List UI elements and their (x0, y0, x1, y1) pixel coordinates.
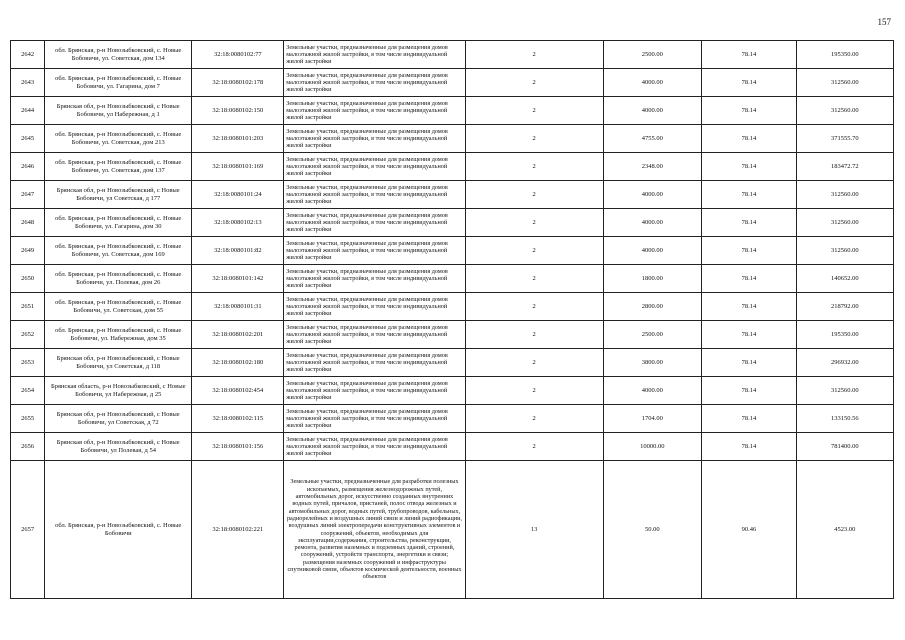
category-code-cell: 2 (465, 125, 603, 153)
address-cell: обл. Брянская, р-н Новозыбковский, с. Новые Бобовичи, ул. Набережная, дом 35 (45, 321, 192, 349)
address-cell: обл. Брянская, р-н Новозыбковский, с. Новые Бобовичи, ул. Советская, дом 134 (45, 41, 192, 69)
table-row (11, 153, 894, 181)
page-number: 157 (877, 17, 891, 27)
row-number: 2645 (11, 125, 45, 153)
table-row (11, 377, 894, 405)
table-row (11, 209, 894, 237)
cadastral-value-cell: 312560.00 (796, 97, 893, 125)
address-cell: обл. Брянская, р-н Новозыбковский, с. Новые Бобовичи, ул. Полевая, дом 26 (45, 265, 192, 293)
row-number: 2652 (11, 321, 45, 349)
unit-price-cell: 78.14 (702, 69, 797, 97)
land-use-description-cell: Земельные участки, предназначенные для размещения домов малоэтажной жилой застройки, в том числе индивидуальной жилой застройки (284, 181, 465, 209)
area-cell: 2500.00 (603, 321, 702, 349)
unit-price-cell: 78.14 (702, 377, 797, 405)
area-cell: 10000.00 (603, 433, 702, 461)
land-use-description-cell: Земельные участки, предназначенные для размещения домов малоэтажной жилой застройки, в том числе индивидуальной жилой застройки (284, 69, 465, 97)
row-number: 2649 (11, 237, 45, 265)
row-number: 2642 (11, 41, 45, 69)
cadastral-value-cell: 312560.00 (796, 181, 893, 209)
category-code-cell: 2 (465, 153, 603, 181)
cadastral-number-cell: 32:18:0080102:180 (192, 349, 284, 377)
address-cell: обл. Брянская, р-н Новозыбковский, с. Новые Бобовичи (45, 461, 192, 599)
address-cell: обл. Брянская, р-н Новозыбковский, с. Новые Бобовичи, ул. Советская, дом 137 (45, 153, 192, 181)
cadastral-value-cell: 781400.00 (796, 433, 893, 461)
cadastral-value-cell: 133150.56 (796, 405, 893, 433)
category-code-cell: 2 (465, 405, 603, 433)
address-cell: Брянская обл, р-н Новозыбковский, с Новые Бобовичи, ул Советская, д 72 (45, 405, 192, 433)
address-cell: Брянская обл, р-н Новозыбковский, с Новые Бобовичи, ул Советская, д 118 (45, 349, 192, 377)
cadastral-number-cell: 32:18:0080101:31 (192, 293, 284, 321)
row-number: 2655 (11, 405, 45, 433)
row-number: 2643 (11, 69, 45, 97)
category-code-cell: 2 (465, 433, 603, 461)
area-cell: 4000.00 (603, 237, 702, 265)
land-use-description-cell: Земельные участки, предназначенные для размещения домов малоэтажной жилой застройки, в том числе индивидуальной жилой застройки (284, 321, 465, 349)
unit-price-cell: 90.46 (702, 461, 797, 599)
area-cell: 4000.00 (603, 209, 702, 237)
area-cell: 50.00 (603, 461, 702, 599)
row-number: 2654 (11, 377, 45, 405)
area-cell: 4000.00 (603, 69, 702, 97)
unit-price-cell: 78.14 (702, 265, 797, 293)
land-use-description-cell: Земельные участки, предназначенные для размещения домов малоэтажной жилой застройки, в том числе индивидуальной жилой застройки (284, 405, 465, 433)
land-use-description-cell: Земельные участки, предназначенные для размещения домов малоэтажной жилой застройки, в том числе индивидуальной жилой застройки (284, 377, 465, 405)
category-code-cell: 2 (465, 237, 603, 265)
land-use-description-cell: Земельные участки, предназначенные для размещения домов малоэтажной жилой застройки, в том числе индивидуальной жилой застройки (284, 153, 465, 181)
table-row (11, 293, 894, 321)
land-use-description-cell: Земельные участки, предназначенные для размещения домов малоэтажной жилой застройки, в том числе индивидуальной жилой застройки (284, 41, 465, 69)
address-cell: обл. Брянская, р-н Новозыбковский, с. Новые Бобовичи, ул. Гагарина, дом 7 (45, 69, 192, 97)
table-body (11, 41, 894, 599)
category-code-cell: 2 (465, 97, 603, 125)
table-row (11, 41, 894, 69)
category-code-cell: 2 (465, 41, 603, 69)
category-code-cell: 13 (465, 461, 603, 599)
cadastral-value-cell: 183472.72 (796, 153, 893, 181)
area-cell: 2800.00 (603, 293, 702, 321)
unit-price-cell: 78.14 (702, 237, 797, 265)
cadastral-number-cell: 32:18:0080101:24 (192, 181, 284, 209)
cadastral-number-cell: 32:18:0080101:156 (192, 433, 284, 461)
unit-price-cell: 78.14 (702, 433, 797, 461)
table-row (11, 349, 894, 377)
row-number: 2651 (11, 293, 45, 321)
table-row (11, 97, 894, 125)
unit-price-cell: 78.14 (702, 405, 797, 433)
area-cell: 3800.00 (603, 349, 702, 377)
cadastral-number-cell: 32:18:0080102:178 (192, 69, 284, 97)
cadastral-value-cell: 195350.00 (796, 321, 893, 349)
unit-price-cell: 78.14 (702, 97, 797, 125)
area-cell: 4000.00 (603, 97, 702, 125)
land-use-description-cell: Земельные участки, предназначенные для размещения домов малоэтажной жилой застройки, в том числе индивидуальной жилой застройки (284, 209, 465, 237)
category-code-cell: 2 (465, 69, 603, 97)
unit-price-cell: 78.14 (702, 181, 797, 209)
table-row (11, 433, 894, 461)
cadastral-value-cell: 195350.00 (796, 41, 893, 69)
address-cell: обл. Брянская, р-н Новозыбковский, с. Новые Бобовичи, ул. Советская, дом 55 (45, 293, 192, 321)
land-plots-table (10, 40, 894, 599)
category-code-cell: 2 (465, 265, 603, 293)
cadastral-number-cell: 32:18:0080102:150 (192, 97, 284, 125)
unit-price-cell: 78.14 (702, 153, 797, 181)
land-use-description-cell: Земельные участки, предназначенные для размещения домов малоэтажной жилой застройки, в том числе индивидуальной жилой застройки (284, 349, 465, 377)
cadastral-value-cell: 312560.00 (796, 69, 893, 97)
area-cell: 2348.00 (603, 153, 702, 181)
land-use-description-cell: Земельные участки, предназначенные для размещения домов малоэтажной жилой застройки, в том числе индивидуальной жилой застройки (284, 97, 465, 125)
category-code-cell: 2 (465, 181, 603, 209)
cadastral-number-cell: 32:18:0080101:142 (192, 265, 284, 293)
table-row (11, 125, 894, 153)
cadastral-value-cell: 4523.00 (796, 461, 893, 599)
area-cell: 4000.00 (603, 181, 702, 209)
address-cell: Брянская обл, р-н Новозыбковский, с Новые Бобовичи, ул Советская, д 177 (45, 181, 192, 209)
row-number: 2647 (11, 181, 45, 209)
area-cell: 2500.00 (603, 41, 702, 69)
table-row (11, 461, 894, 599)
row-number: 2656 (11, 433, 45, 461)
unit-price-cell: 78.14 (702, 321, 797, 349)
unit-price-cell: 78.14 (702, 125, 797, 153)
cadastral-number-cell: 32:18:0080102:454 (192, 377, 284, 405)
address-cell: Брянская область, р-н Новозыбковский, с Новые Бобовичи, ул Набережная, д 25 (45, 377, 192, 405)
cadastral-value-cell: 371555.70 (796, 125, 893, 153)
table-row (11, 237, 894, 265)
row-number: 2650 (11, 265, 45, 293)
table-row (11, 265, 894, 293)
land-use-description-cell: Земельные участки, предназначенные для размещения домов малоэтажной жилой застройки, в том числе индивидуальной жилой застройки (284, 265, 465, 293)
area-cell: 4000.00 (603, 377, 702, 405)
area-cell: 1800.00 (603, 265, 702, 293)
cadastral-value-cell: 296932.00 (796, 349, 893, 377)
land-use-description-cell: Земельные участки, предназначенные для размещения домов малоэтажной жилой застройки, в том числе индивидуальной жилой застройки (284, 293, 465, 321)
cadastral-number-cell: 32:18:0080102:221 (192, 461, 284, 599)
land-use-description-cell: Земельные участки, предназначенные для размещения домов малоэтажной жилой застройки, в том числе индивидуальной жилой застройки (284, 237, 465, 265)
category-code-cell: 2 (465, 349, 603, 377)
table-row (11, 321, 894, 349)
cadastral-number-cell: 32:18:0080101:82 (192, 237, 284, 265)
area-cell: 1704.00 (603, 405, 702, 433)
cadastral-value-cell: 312560.00 (796, 237, 893, 265)
unit-price-cell: 78.14 (702, 293, 797, 321)
address-cell: обл. Брянская, р-н Новозыбковский, с. Новые Бобовичи, ул. Советская, дом 169 (45, 237, 192, 265)
area-cell: 4755.00 (603, 125, 702, 153)
unit-price-cell: 78.14 (702, 41, 797, 69)
category-code-cell: 2 (465, 377, 603, 405)
address-cell: Брянская обл, р-н Новозыбковский, с Новые Бобовичи, ул Полевая, д 54 (45, 433, 192, 461)
category-code-cell: 2 (465, 321, 603, 349)
cadastral-number-cell: 32:18:0080102:77 (192, 41, 284, 69)
row-number: 2648 (11, 209, 45, 237)
cadastral-value-cell: 312560.00 (796, 377, 893, 405)
address-cell: обл. Брянская, р-н Новозыбковский, с. Новые Бобовичи, ул. Советская, дом 213 (45, 125, 192, 153)
cadastral-number-cell: 32:18:0080102:13 (192, 209, 284, 237)
land-use-description-cell: Земельные участки, предназначенные для разработки полезных ископаемых, размещения железнодорожных путей, автомобильных дорог, искусственно созданных внутренних водных путей, причалов, пристаней, полос отвода железных и автомобильных дорог, водных путей, трубопроводов, кабельных, радиорелейных и воздушных линий связи и линий радиофикации, воздушных линий электропередачи конструктивных элементов и сооружений, объектов, необходимых для эксплуатации,содержания, строительства, реконструкции, ремонта, развития наземных и подземных зданий, строений, сооружений, устройств транспорта, энергетики и связи; размещения наземных сооружений и инфраструктуры спутниковой связи, объектов космической деятельности, военных объектов (284, 461, 465, 599)
table-row (11, 181, 894, 209)
cadastral-number-cell: 32:18:0080101:169 (192, 153, 284, 181)
cadastral-value-cell: 312560.00 (796, 209, 893, 237)
cadastral-number-cell: 32:18:0080102:201 (192, 321, 284, 349)
row-number: 2653 (11, 349, 45, 377)
row-number: 2646 (11, 153, 45, 181)
cadastral-number-cell: 32:18:0080102:115 (192, 405, 284, 433)
address-cell: обл. Брянская, р-н Новозыбковский, с. Новые Бобовичи, ул. Гагарина, дом 30 (45, 209, 192, 237)
row-number: 2657 (11, 461, 45, 599)
cadastral-value-cell: 140652.00 (796, 265, 893, 293)
category-code-cell: 2 (465, 293, 603, 321)
table-row (11, 69, 894, 97)
category-code-cell: 2 (465, 209, 603, 237)
address-cell: Брянская обл, р-н Новозыбковский, с Новые Бобовичи, ул Набережная, д 1 (45, 97, 192, 125)
row-number: 2644 (11, 97, 45, 125)
cadastral-number-cell: 32:18:0080101:203 (192, 125, 284, 153)
table-row (11, 405, 894, 433)
land-use-description-cell: Земельные участки, предназначенные для размещения домов малоэтажной жилой застройки, в том числе индивидуальной жилой застройки (284, 125, 465, 153)
unit-price-cell: 78.14 (702, 349, 797, 377)
cadastral-value-cell: 218792.00 (796, 293, 893, 321)
unit-price-cell: 78.14 (702, 209, 797, 237)
land-use-description-cell: Земельные участки, предназначенные для размещения домов малоэтажной жилой застройки, в том числе индивидуальной жилой застройки (284, 433, 465, 461)
